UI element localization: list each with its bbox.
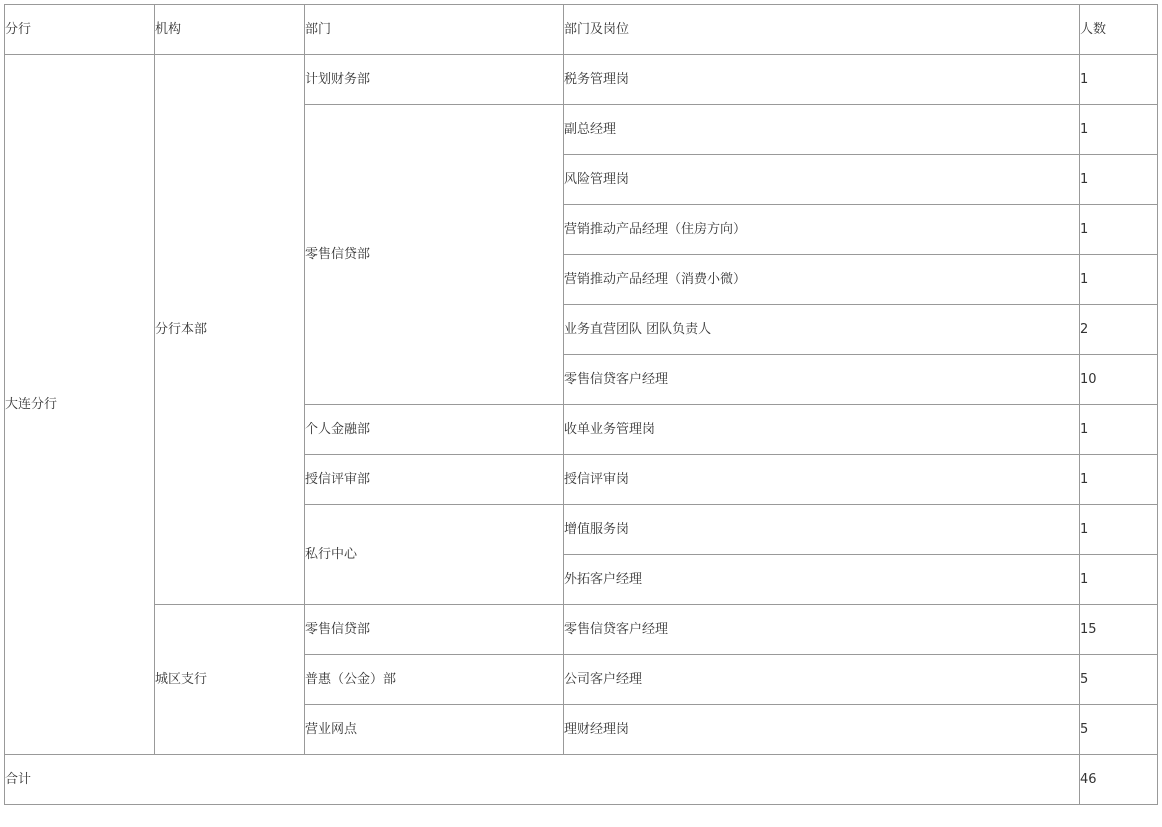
count-cell bbox=[1080, 655, 1158, 705]
position-name: 副总经理 bbox=[564, 121, 617, 137]
table-row bbox=[5, 605, 1158, 655]
count-cell bbox=[1080, 405, 1158, 455]
institution-name: 分行本部 bbox=[155, 321, 208, 337]
position-cell bbox=[564, 705, 1080, 755]
count-cell bbox=[1080, 455, 1158, 505]
count-value: 1 bbox=[1080, 571, 1089, 587]
position-cell bbox=[564, 605, 1080, 655]
count-value: 5 bbox=[1080, 671, 1089, 687]
position-cell bbox=[564, 455, 1080, 505]
institution-cell-hq bbox=[155, 55, 305, 605]
department-name: 零售信贷部 bbox=[305, 621, 371, 637]
position-cell bbox=[564, 305, 1080, 355]
position-name: 风险管理岗 bbox=[564, 171, 630, 187]
department-cell bbox=[305, 55, 564, 105]
count-cell bbox=[1080, 605, 1158, 655]
count-value: 2 bbox=[1080, 321, 1089, 337]
header-department-cell bbox=[305, 5, 564, 55]
position-name: 公司客户经理 bbox=[564, 671, 643, 687]
department-name: 普惠（公金）部 bbox=[305, 671, 397, 687]
total-count: 46 bbox=[1080, 771, 1097, 787]
institution-cell-city bbox=[155, 605, 305, 755]
count-cell bbox=[1080, 555, 1158, 605]
position-name: 收单业务管理岗 bbox=[564, 421, 656, 437]
header-branch: 分行 bbox=[5, 21, 32, 37]
branch-name: 大连分行 bbox=[5, 396, 58, 412]
total-row bbox=[5, 755, 1158, 805]
header-count-cell bbox=[1080, 5, 1158, 55]
count-value: 1 bbox=[1080, 221, 1089, 237]
position-cell bbox=[564, 255, 1080, 305]
total-count-cell bbox=[1080, 755, 1158, 805]
header-position-cell bbox=[564, 5, 1080, 55]
header-branch-cell bbox=[5, 5, 155, 55]
count-value: 5 bbox=[1080, 721, 1089, 737]
count-cell bbox=[1080, 155, 1158, 205]
count-value: 1 bbox=[1080, 421, 1089, 437]
institution-name: 城区支行 bbox=[155, 671, 208, 687]
department-cell bbox=[305, 705, 564, 755]
count-cell bbox=[1080, 355, 1158, 405]
count-cell bbox=[1080, 255, 1158, 305]
count-value: 1 bbox=[1080, 171, 1089, 187]
department-cell bbox=[305, 605, 564, 655]
department-name: 个人金融部 bbox=[305, 421, 371, 437]
position-cell bbox=[564, 205, 1080, 255]
count-cell bbox=[1080, 705, 1158, 755]
staff-table bbox=[4, 4, 1158, 805]
total-label-cell bbox=[5, 755, 1080, 805]
table-header-row bbox=[5, 5, 1158, 55]
count-value: 1 bbox=[1080, 471, 1089, 487]
count-cell bbox=[1080, 305, 1158, 355]
table-row bbox=[5, 55, 1158, 105]
position-cell bbox=[564, 55, 1080, 105]
position-name: 零售信贷客户经理 bbox=[564, 621, 669, 637]
branch-cell bbox=[5, 55, 155, 755]
count-cell bbox=[1080, 55, 1158, 105]
department-cell bbox=[305, 505, 564, 605]
count-value: 1 bbox=[1080, 271, 1089, 287]
count-cell bbox=[1080, 205, 1158, 255]
position-cell bbox=[564, 555, 1080, 605]
count-cell bbox=[1080, 105, 1158, 155]
position-cell bbox=[564, 405, 1080, 455]
position-name: 税务管理岗 bbox=[564, 71, 630, 87]
department-name: 零售信贷部 bbox=[305, 246, 371, 262]
count-value: 1 bbox=[1080, 71, 1089, 87]
count-cell bbox=[1080, 505, 1158, 555]
position-name: 外拓客户经理 bbox=[564, 571, 643, 587]
count-value: 15 bbox=[1080, 621, 1097, 637]
position-cell bbox=[564, 105, 1080, 155]
total-label: 合计 bbox=[5, 771, 32, 787]
header-position: 部门及岗位 bbox=[564, 21, 630, 37]
position-cell bbox=[564, 505, 1080, 555]
department-name: 私行中心 bbox=[305, 546, 358, 562]
position-name: 营销推动产品经理（住房方向） bbox=[564, 221, 747, 237]
position-name: 增值服务岗 bbox=[564, 521, 630, 537]
position-name: 理财经理岗 bbox=[564, 721, 630, 737]
header-count: 人数 bbox=[1080, 21, 1107, 37]
position-name: 业务直营团队 团队负责人 bbox=[564, 321, 712, 337]
count-value: 1 bbox=[1080, 121, 1089, 137]
header-institution-cell bbox=[155, 5, 305, 55]
position-name: 营销推动产品经理（消费小微） bbox=[564, 271, 747, 287]
position-cell bbox=[564, 655, 1080, 705]
department-cell bbox=[305, 105, 564, 405]
position-cell bbox=[564, 155, 1080, 205]
department-name: 计划财务部 bbox=[305, 71, 371, 87]
department-cell bbox=[305, 455, 564, 505]
count-value: 10 bbox=[1080, 371, 1097, 387]
position-cell bbox=[564, 355, 1080, 405]
department-cell bbox=[305, 405, 564, 455]
header-department: 部门 bbox=[305, 21, 332, 37]
department-name: 授信评审部 bbox=[305, 471, 371, 487]
department-name: 营业网点 bbox=[305, 721, 358, 737]
count-value: 1 bbox=[1080, 521, 1089, 537]
position-name: 零售信贷客户经理 bbox=[564, 371, 669, 387]
department-cell bbox=[305, 655, 564, 705]
header-institution: 机构 bbox=[155, 21, 182, 37]
position-name: 授信评审岗 bbox=[564, 471, 630, 487]
